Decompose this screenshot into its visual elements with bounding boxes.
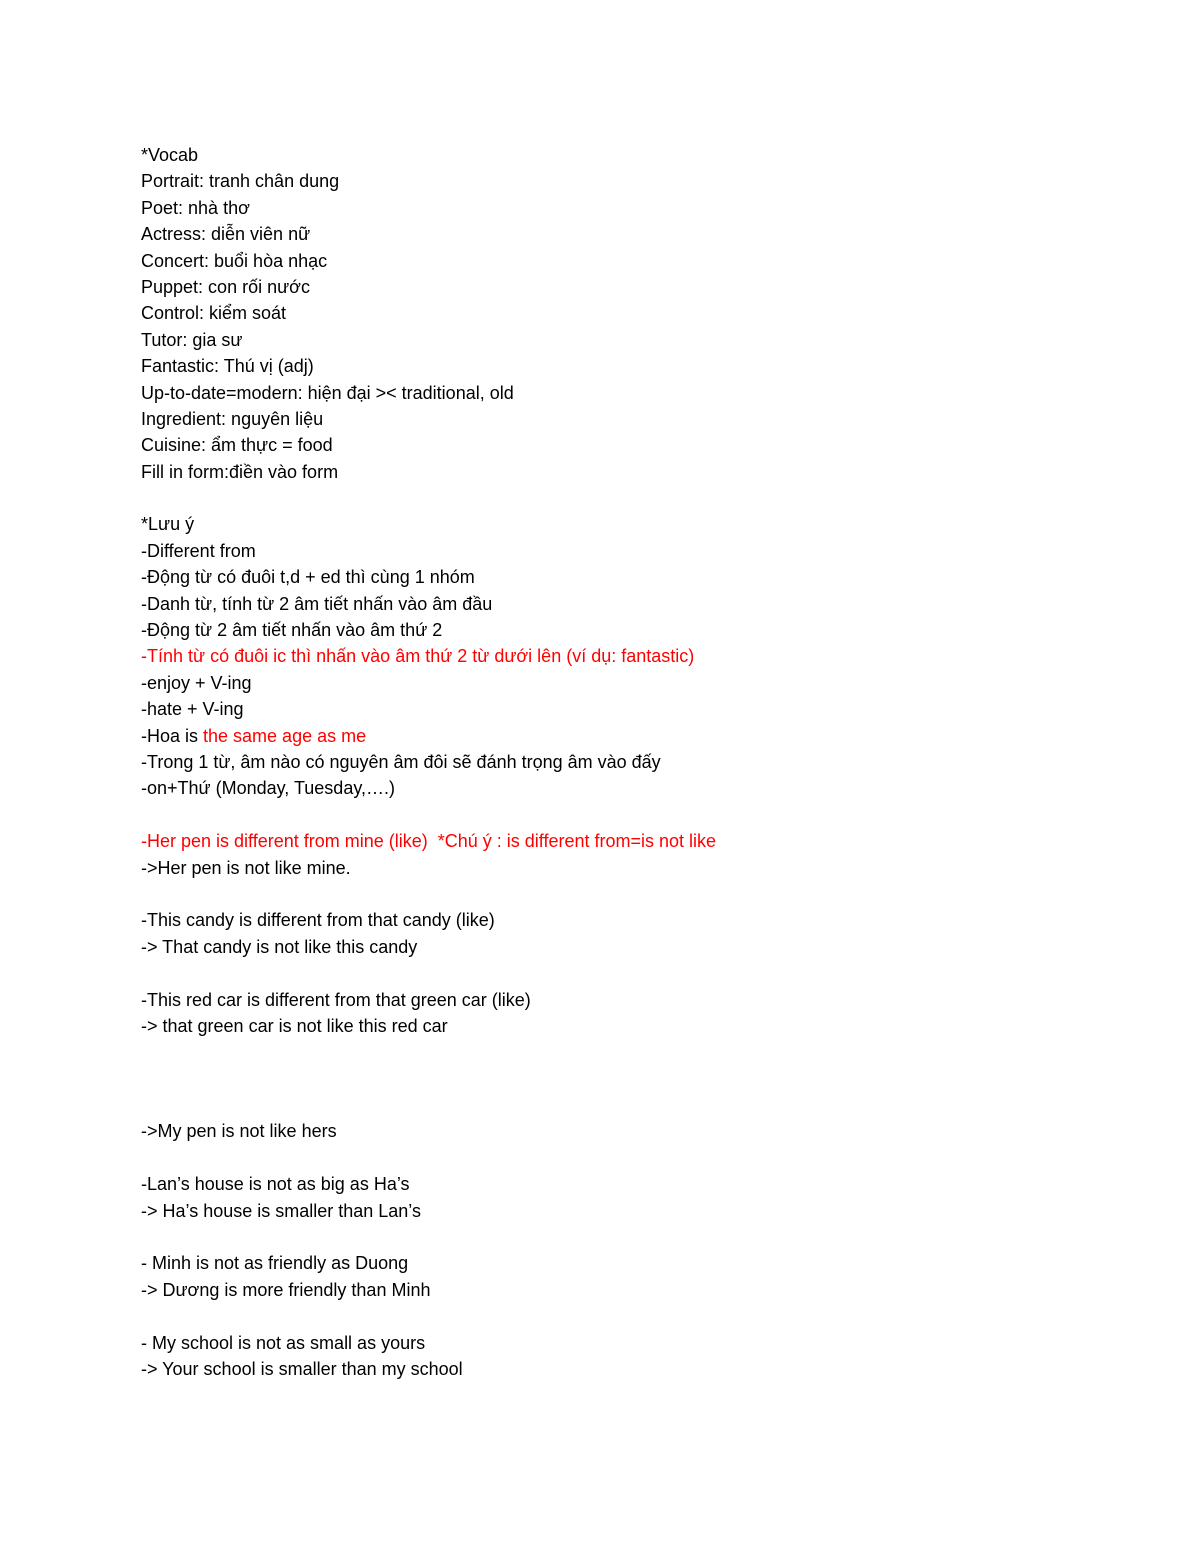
example-minh-answer: -> Dương is more friendly than Minh (141, 1279, 431, 1300)
example-school-line: - My school is not as small as yours (141, 1332, 426, 1353)
spacer (141, 1066, 1101, 1092)
note-item: -on+Thứ (Monday, Tuesday,….) (141, 778, 395, 799)
vocab-item: Fill in form:điền vào form (141, 461, 339, 482)
vocab-item: Concert: buổi hòa nhạc (141, 250, 328, 271)
vocab-item: Puppet: con rối nước (141, 276, 310, 297)
spacer (141, 881, 1101, 907)
vocab-item: Fantastic: Thú vị (adj) (141, 356, 314, 377)
vocab-item: Cuisine: ẩm thực = food (141, 435, 333, 456)
note-item-highlight: -Tính từ có đuôi ic thì nhấn vào âm thứ 2 từ dưới lên (ví dụ: fantastic) (141, 646, 695, 667)
example-minh-line: - Minh is not as friendly as Duong (141, 1253, 409, 1274)
note-item: -Different from (141, 540, 256, 561)
note-item-hoa (141, 723, 1101, 749)
note-hoa-prefix: -Hoa is (141, 725, 204, 746)
note-item: -hate + V-ing (141, 699, 244, 720)
example-house-answer: -> Ha’s house is smaller than Lan’s (141, 1200, 421, 1221)
example-candy-line: -This candy is different from that candy (like) (141, 910, 495, 931)
example-pen-answer: ->Her pen is not like mine. (141, 857, 351, 878)
vocab-item: Portrait: tranh chân dung (141, 171, 340, 192)
note-item: -Danh từ, tính từ 2 âm tiết nhấn vào âm đầu (141, 593, 493, 614)
spacer (141, 1145, 1101, 1171)
spacer (141, 485, 1101, 511)
example-car-line: -This red car is different from that green car (like) (141, 989, 531, 1010)
vocab-item: Tutor: gia sư (141, 329, 243, 350)
spacer (141, 960, 1101, 986)
vocab-heading: *Vocab (141, 145, 199, 165)
vocab-item: Control: kiểm soát (141, 303, 287, 324)
note-hoa-highlight: the same age as me (203, 725, 367, 746)
note-item: -enjoy + V-ing (141, 672, 252, 693)
document-body (141, 142, 1101, 1382)
spacer (141, 1039, 1101, 1065)
notes-heading: *Lưu ý (141, 514, 195, 535)
note-item: -Động từ có đuôi t,d + ed thì cùng 1 nhóm (141, 567, 475, 588)
example-pen-line: -Her pen is different from mine (like) *Chú ý : is different from=is not like (141, 831, 717, 852)
vocab-item: Ingredient: nguyên liệu (141, 408, 324, 429)
spacer (141, 1303, 1101, 1329)
vocab-item: Actress: diễn viên nữ (141, 224, 311, 245)
example-candy-answer: -> That candy is not like this candy (141, 936, 418, 957)
vocab-item: Poet: nhà thơ (141, 197, 250, 218)
example-my-pen: ->My pen is not like hers (141, 1121, 337, 1142)
spacer (141, 1092, 1101, 1118)
example-school-answer: -> Your school is smaller than my school (141, 1358, 463, 1379)
example-house-line: -Lan’s house is not as big as Ha’s (141, 1174, 410, 1195)
note-item: -Trong 1 từ, âm nào có nguyên âm đôi sẽ đánh trọng âm vào đấy (141, 751, 661, 772)
vocab-item: Up-to-date=modern: hiện đại >< traditional, old (141, 382, 514, 403)
spacer (141, 802, 1101, 828)
note-item: -Động từ 2 âm tiết nhấn vào âm thứ 2 (141, 620, 443, 641)
spacer (141, 1224, 1101, 1250)
example-car-answer: -> that green car is not like this red car (141, 1015, 448, 1036)
